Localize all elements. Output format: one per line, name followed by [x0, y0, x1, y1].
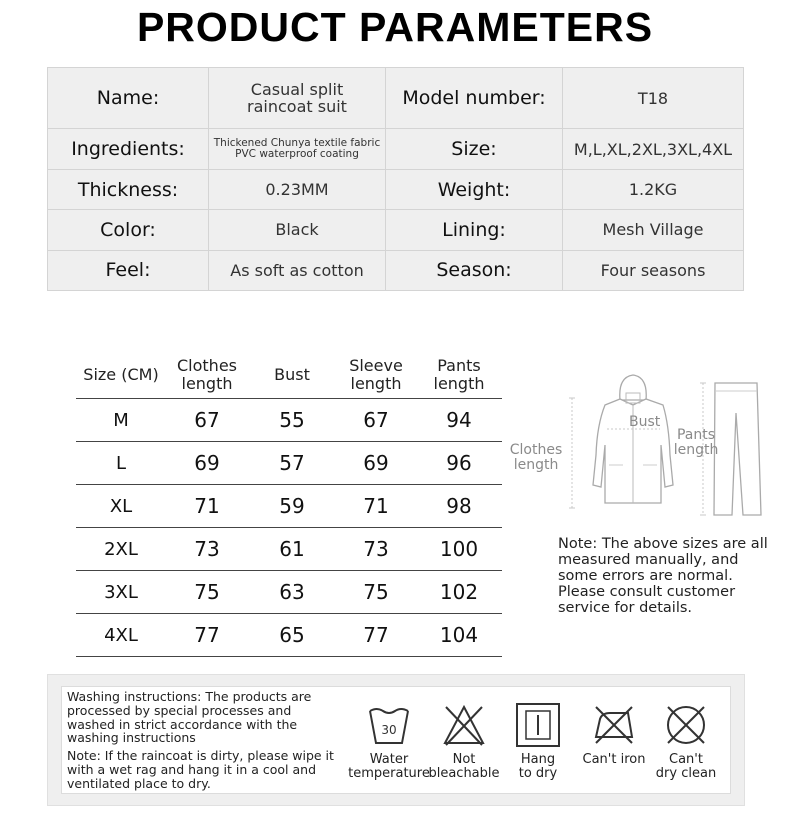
clothes-length-label: [507, 443, 565, 473]
measurement-cell: 69: [166, 442, 248, 485]
name-value-line1: Casual split: [250, 80, 344, 100]
washing-dirty-note: Note: If the raincoat is dirty, please wipe it with a wet rag and hang it in a cool and ventilated place to dry.: [67, 748, 334, 791]
size-cell: M: [76, 399, 166, 442]
measurement-cell: 75: [336, 571, 416, 614]
table-row: [76, 399, 502, 442]
washing-panel: [47, 674, 745, 806]
measurement-cell: 73: [336, 528, 416, 571]
table-row: [76, 442, 502, 485]
name-value: [209, 68, 386, 129]
measurement-cell: 55: [248, 399, 336, 442]
measurement-cell: 71: [166, 485, 248, 528]
feel-value: As soft as cotton: [209, 250, 386, 290]
wash-temp-symbol: 30: [381, 723, 397, 737]
measurement-cell: 77: [336, 614, 416, 657]
size-cell: XL: [76, 485, 166, 528]
size-chart-header: [76, 352, 502, 399]
param-row-ingredients: [48, 129, 744, 169]
no-bleach-icon: [442, 703, 486, 747]
header-line2: length: [433, 374, 485, 393]
clothes-length-line1: Clothes: [509, 442, 563, 458]
ingredients-value-line2: PVC waterproof coating: [235, 148, 359, 161]
param-row-thickness: [48, 169, 744, 209]
clothes-length-line2: length: [513, 457, 559, 473]
page-title: PRODUCT PARAMETERS: [136, 4, 654, 50]
measurement-cell: 63: [248, 571, 336, 614]
care-label-line1: Hang: [520, 752, 556, 767]
no-iron-icon: [592, 703, 636, 747]
size-note: Note: The above sizes are all measured manually, and some errors are normal. Please consult customer service for details.: [558, 536, 768, 616]
bust-label: Bust: [629, 414, 661, 430]
header-line1: Sleeve: [349, 356, 403, 375]
measurement-cell: 77: [166, 614, 248, 657]
measurement-cell: 61: [248, 528, 336, 571]
measurement-cell: 65: [248, 614, 336, 657]
color-value: Black: [209, 210, 386, 250]
washing-text: [67, 690, 339, 795]
weight-value: 1.2KG: [563, 169, 744, 209]
pants-length-label: [673, 428, 719, 458]
care-label-line1: Can't iron: [582, 752, 646, 767]
table-row: [76, 485, 502, 528]
param-row-feel: [48, 250, 744, 290]
size-cell: 3XL: [76, 571, 166, 614]
care-label-line1: Not: [452, 752, 476, 767]
washing-instructions: Washing instructions: The products are processed by special processes and washed in strict accordance with the washing instructions: [67, 689, 312, 746]
table-row: [76, 614, 502, 657]
season-value: Four seasons: [563, 250, 744, 290]
hang-dry-icon: [516, 703, 560, 747]
measurement-cell: 69: [336, 442, 416, 485]
size-cell: 2XL: [76, 528, 166, 571]
measurement-cell: 102: [416, 571, 502, 614]
care-label-line2: dry clean: [655, 766, 717, 781]
header-line2: length: [350, 374, 402, 393]
care-label-line1: Can't: [669, 752, 703, 767]
measurement-cell: 104: [416, 614, 502, 657]
size-value: M,L,XL,2XL,3XL,4XL: [563, 129, 744, 169]
size-cell: 4XL: [76, 614, 166, 657]
measurement-cell: 67: [166, 399, 248, 442]
model-label: Model number:: [386, 68, 563, 129]
no-dry-clean-icon: [664, 703, 708, 747]
param-row-name: [48, 68, 744, 129]
lining-label: Lining:: [386, 210, 563, 250]
measurement-cell: 71: [336, 485, 416, 528]
care-label-line2: bleachable: [428, 766, 500, 781]
size-cell: L: [76, 442, 166, 485]
color-label: Color:: [48, 210, 209, 250]
size-chart-header-cell: [248, 352, 336, 399]
ingredients-value-line1: Thickened Chunya textile fabric: [213, 137, 381, 150]
measurement-cell: 100: [416, 528, 502, 571]
care-label-line2: to dry: [518, 766, 558, 781]
measurement-cell: 96: [416, 442, 502, 485]
measurement-cell: 73: [166, 528, 248, 571]
header-line1: Pants: [437, 356, 481, 375]
header-line1: Clothes: [177, 356, 237, 375]
model-value: T18: [563, 68, 744, 129]
header-line1: Size (CM): [83, 365, 159, 384]
ingredients-label: Ingredients:: [48, 129, 209, 169]
measurement-cell: 98: [416, 485, 502, 528]
measurement-cell: 57: [248, 442, 336, 485]
lining-value: Mesh Village: [563, 210, 744, 250]
size-chart-header-cell: [76, 352, 166, 399]
care-label-line2: temperature: [348, 766, 430, 781]
care-label-line1: Water: [369, 752, 409, 767]
garment-diagram: [505, 365, 790, 525]
ingredients-value: [209, 129, 386, 169]
size-label: Size:: [386, 129, 563, 169]
weight-label: Weight:: [386, 169, 563, 209]
pants-length-line1: Pants: [676, 427, 716, 443]
size-chart-table: [76, 352, 502, 657]
feel-label: Feel:: [48, 250, 209, 290]
thickness-value: 0.23MM: [209, 169, 386, 209]
measurement-cell: 94: [416, 399, 502, 442]
param-row-color: [48, 210, 744, 250]
care-no-dry-clean: [640, 703, 732, 781]
measurement-cell: 67: [336, 399, 416, 442]
measurement-cell: 59: [248, 485, 336, 528]
name-value-line2: raincoat suit: [247, 97, 347, 117]
wash-30-icon: [367, 703, 411, 747]
thickness-label: Thickness:: [48, 169, 209, 209]
table-row: [76, 528, 502, 571]
size-chart-header-cell: [166, 352, 248, 399]
parameters-table: [47, 67, 744, 291]
size-chart-header-cell: [416, 352, 502, 399]
header-line1: Bust: [274, 365, 310, 384]
season-label: Season:: [386, 250, 563, 290]
measurement-cell: 75: [166, 571, 248, 614]
table-row: [76, 571, 502, 614]
header-line2: length: [181, 374, 233, 393]
name-label: Name:: [48, 68, 209, 129]
pants-length-line2: length: [673, 442, 719, 458]
washing-panel-inner: [61, 686, 731, 794]
size-chart-header-cell: [336, 352, 416, 399]
